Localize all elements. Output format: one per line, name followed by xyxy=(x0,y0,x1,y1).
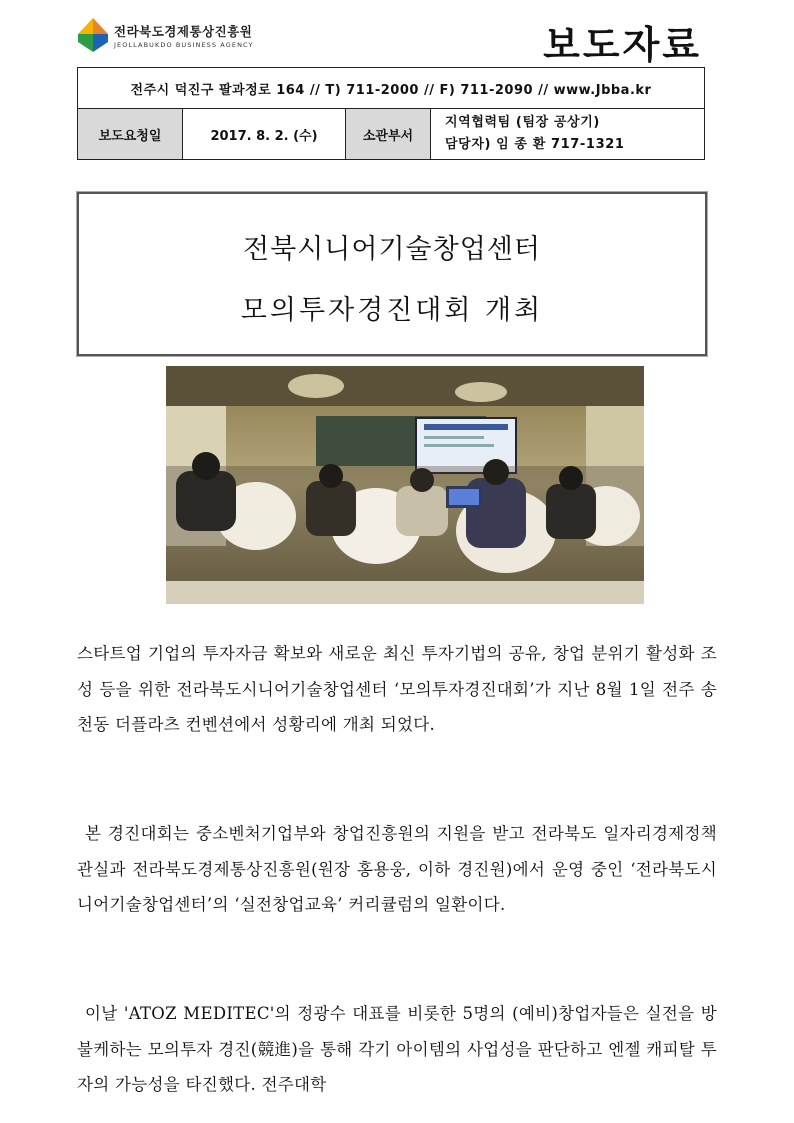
headline-line-2: 모의투자경진대회 개최 xyxy=(240,295,544,326)
department-team: 지역협력팀 (팀장 공상기) xyxy=(445,115,600,130)
department-info xyxy=(431,109,705,160)
press-release-title: 보도자료 xyxy=(543,23,702,67)
page-header xyxy=(76,10,706,67)
event-photo xyxy=(166,366,644,604)
contact-info-table xyxy=(77,67,705,160)
department-label: 소관부서 xyxy=(346,109,431,160)
contact-line: 전주시 덕진구 팔과정로 164 // T) 711-2000 // F) 711-2090 // www.Jbba.kr xyxy=(78,68,705,109)
org-name-en: JEOLLABUKDO BUSINESS AGENCY xyxy=(114,41,254,49)
request-date-label: 보도요청일 xyxy=(78,109,183,160)
headline-box xyxy=(77,192,707,356)
agency-logo xyxy=(76,16,336,64)
logo-mark-icon xyxy=(76,16,110,56)
headline-line-1: 전북시니어기술창업센터 xyxy=(243,234,541,265)
org-name: 전라북도경제통상진흥원 xyxy=(114,24,253,39)
body-paragraph: 이날 'ATOZ MEDITEC'의 정광수 대표를 비롯한 5명의 (예비)창업자들은 실전을 방불케하는 모의투자 경진(競進)을 통해 각기 아이템의 사업성을 판단하고 엔젤 캐피탈 투자의 가능성을 타진했다. 전주대학 xyxy=(77,1004,717,1094)
body-paragraph: 본 경진대회는 중소벤처기업부와 창업진흥원의 지원을 받고 전라북도 일자리경제정책관실과 전라북도경제통상진흥원(원장 홍용웅, 이하 경진원)에서 운영 중인 ‘전라북도시니어기술창업센터’의 ‘실전창업교육’ 커리큘럼의 일환이다. xyxy=(77,824,717,914)
request-date: 2017. 8. 2. (수) xyxy=(183,109,346,160)
body-paragraph: 스타트업 기업의 투자자금 확보와 새로운 최신 투자기법의 공유, 창업 분위기 활성화 조성 등을 위한 전라북도시니어기술창업센터 ‘모의투자경진대회’가 지난 8월 1일 전주 송천동 더플라츠 컨벤션에서 성황리에 개최 되었다. xyxy=(77,644,717,734)
department-contact: 담당자) 임 종 환 717-1321 xyxy=(445,137,625,152)
